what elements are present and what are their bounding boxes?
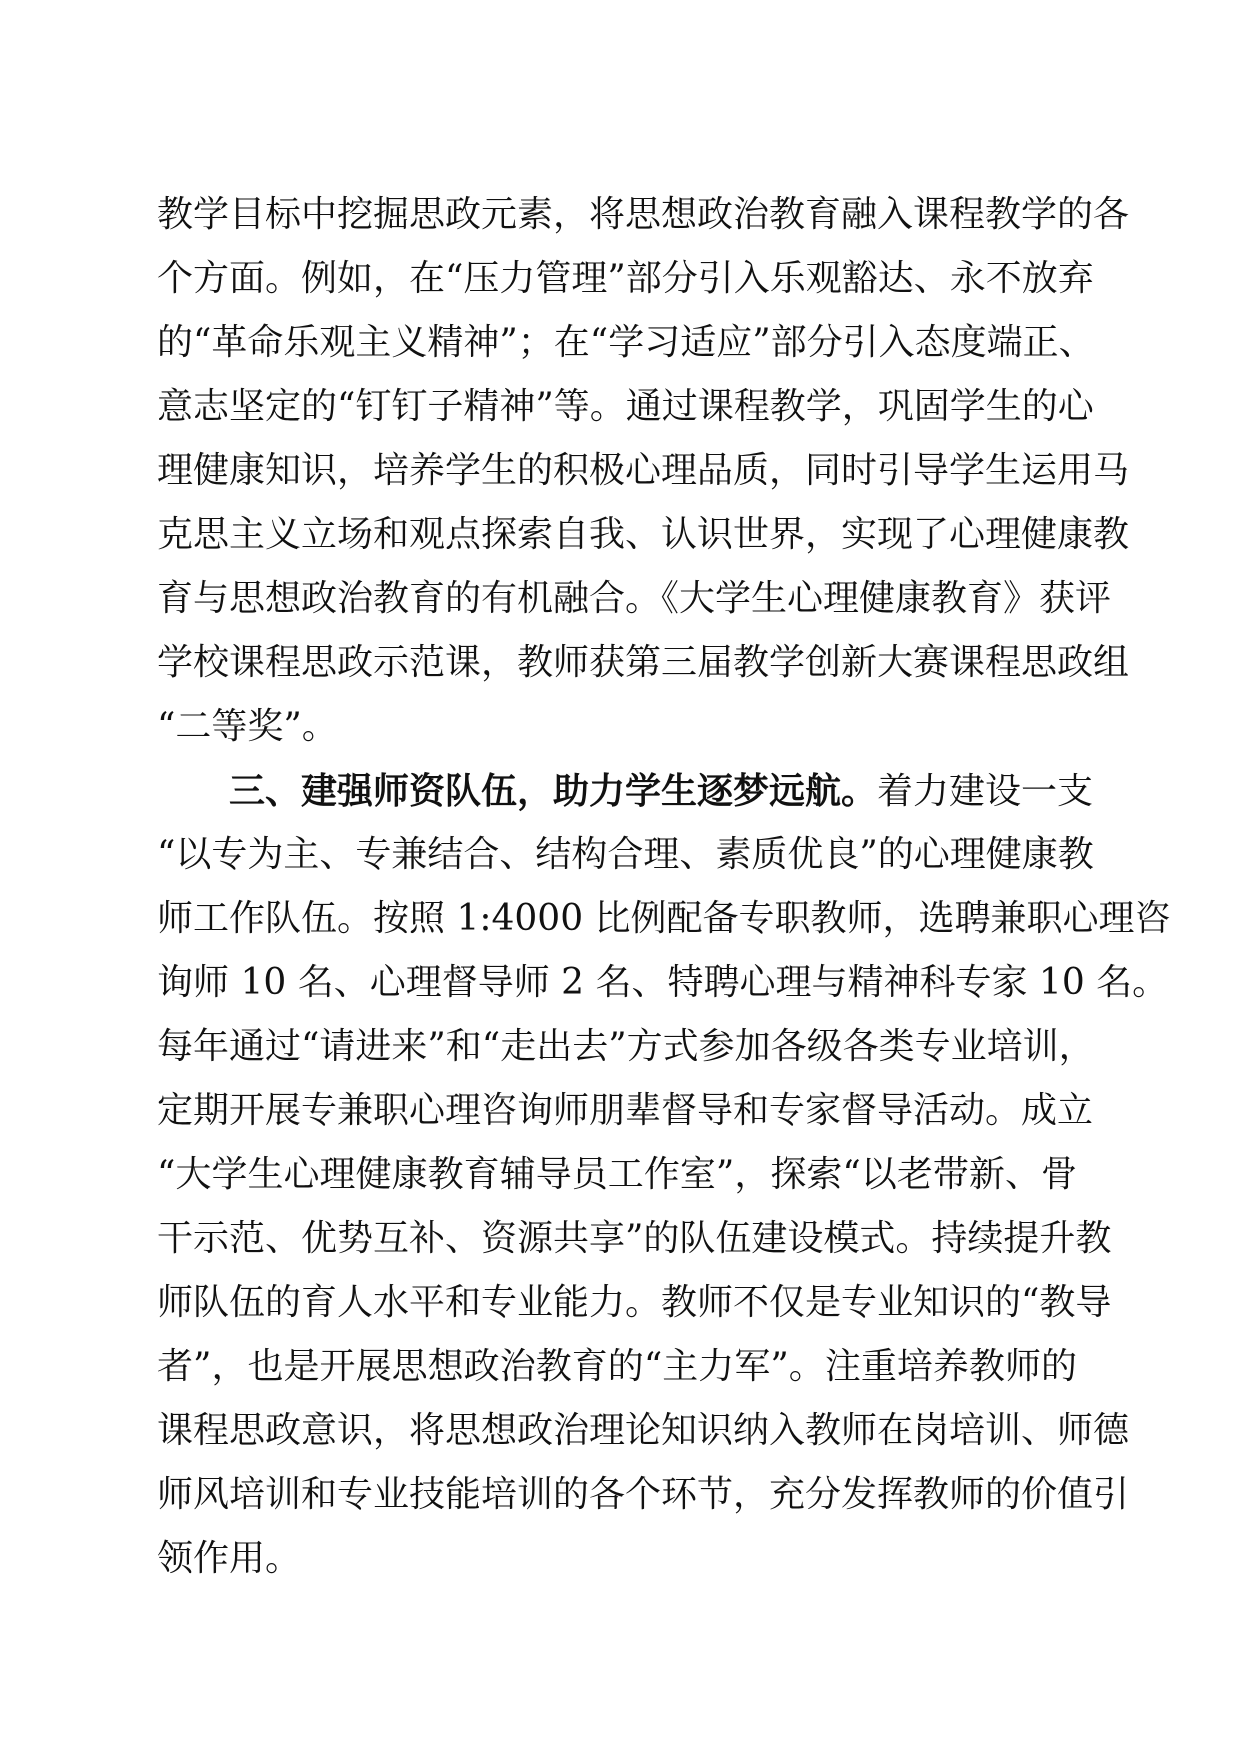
text-line: 课程思政意识，将思想政治理论知识纳入教师在岗培训、师德 bbox=[157, 1410, 1130, 1451]
text-line: 理健康知识，培养学生的积极心理品质，同时引导学生运用马 bbox=[157, 450, 1130, 491]
text-line: “二等奖”。 bbox=[157, 706, 338, 747]
text-line: 者”，也是开展思想政治教育的“主力军”。注重培养教师的 bbox=[157, 1346, 1077, 1387]
text-line: 学校课程思政示范课，教师获第三届教学创新大赛课程思政组 bbox=[157, 642, 1130, 683]
text-line: 每年通过“请进来”和“走出去”方式参加各级各类专业培训， bbox=[157, 1026, 1095, 1067]
heading-line-rest: 着力建设一支 bbox=[877, 771, 1094, 812]
text-line: 克思主义立场和观点探索自我、认识世界，实现了心理健康教 bbox=[157, 514, 1130, 555]
text-line: “大学生心理健康教育辅导员工作室”，探索“以老带新、骨 bbox=[157, 1154, 1077, 1195]
section-heading: 三、建强师资队伍，助力学生逐梦远航。 bbox=[229, 770, 878, 812]
text-line: 领作用。 bbox=[157, 1538, 302, 1579]
text-line: 教学目标中挖掘思政元素，将思想政治教育融入课程教学的各 bbox=[157, 194, 1130, 235]
text-line: 干示范、优势互补、资源共享”的队伍建设模式。持续提升教 bbox=[157, 1218, 1112, 1259]
text-line: 的“革命乐观主义精神”；在“学习适应”部分引入态度端正、 bbox=[157, 322, 1095, 363]
text-line: 师工作队伍。按照 1:4000 比例配备专职教师，选聘兼职心理咨 bbox=[157, 898, 1171, 939]
paragraph-continued bbox=[157, 183, 1130, 759]
text-line: 师队伍的育人水平和专业能力。教师不仅是专业知识的“教导 bbox=[157, 1282, 1112, 1323]
text-line: 育与思想政治教育的有机融合。《大学生心理健康教育》获评 bbox=[157, 578, 1112, 619]
text-line: 师风培训和专业技能培训的各个环节，充分发挥教师的价值引 bbox=[157, 1474, 1130, 1515]
section-heading-line bbox=[157, 759, 1094, 823]
section-three bbox=[157, 759, 1171, 1591]
text-line: 个方面。例如，在“压力管理”部分引入乐观豁达、永不放弃 bbox=[157, 258, 1094, 299]
text-line: 定期开展专兼职心理咨询师朋辈督导和专家督导活动。成立 bbox=[157, 1090, 1094, 1131]
text-line: “以专为主、专兼结合、结构合理、素质优良”的心理健康教 bbox=[157, 834, 1094, 875]
text-line: 意志坚定的“钉钉子精神”等。通过课程教学，巩固学生的心 bbox=[157, 386, 1094, 427]
text-line: 询师 10 名、心理督导师 2 名、特聘心理与精神科专家 10 名。 bbox=[157, 962, 1169, 1003]
